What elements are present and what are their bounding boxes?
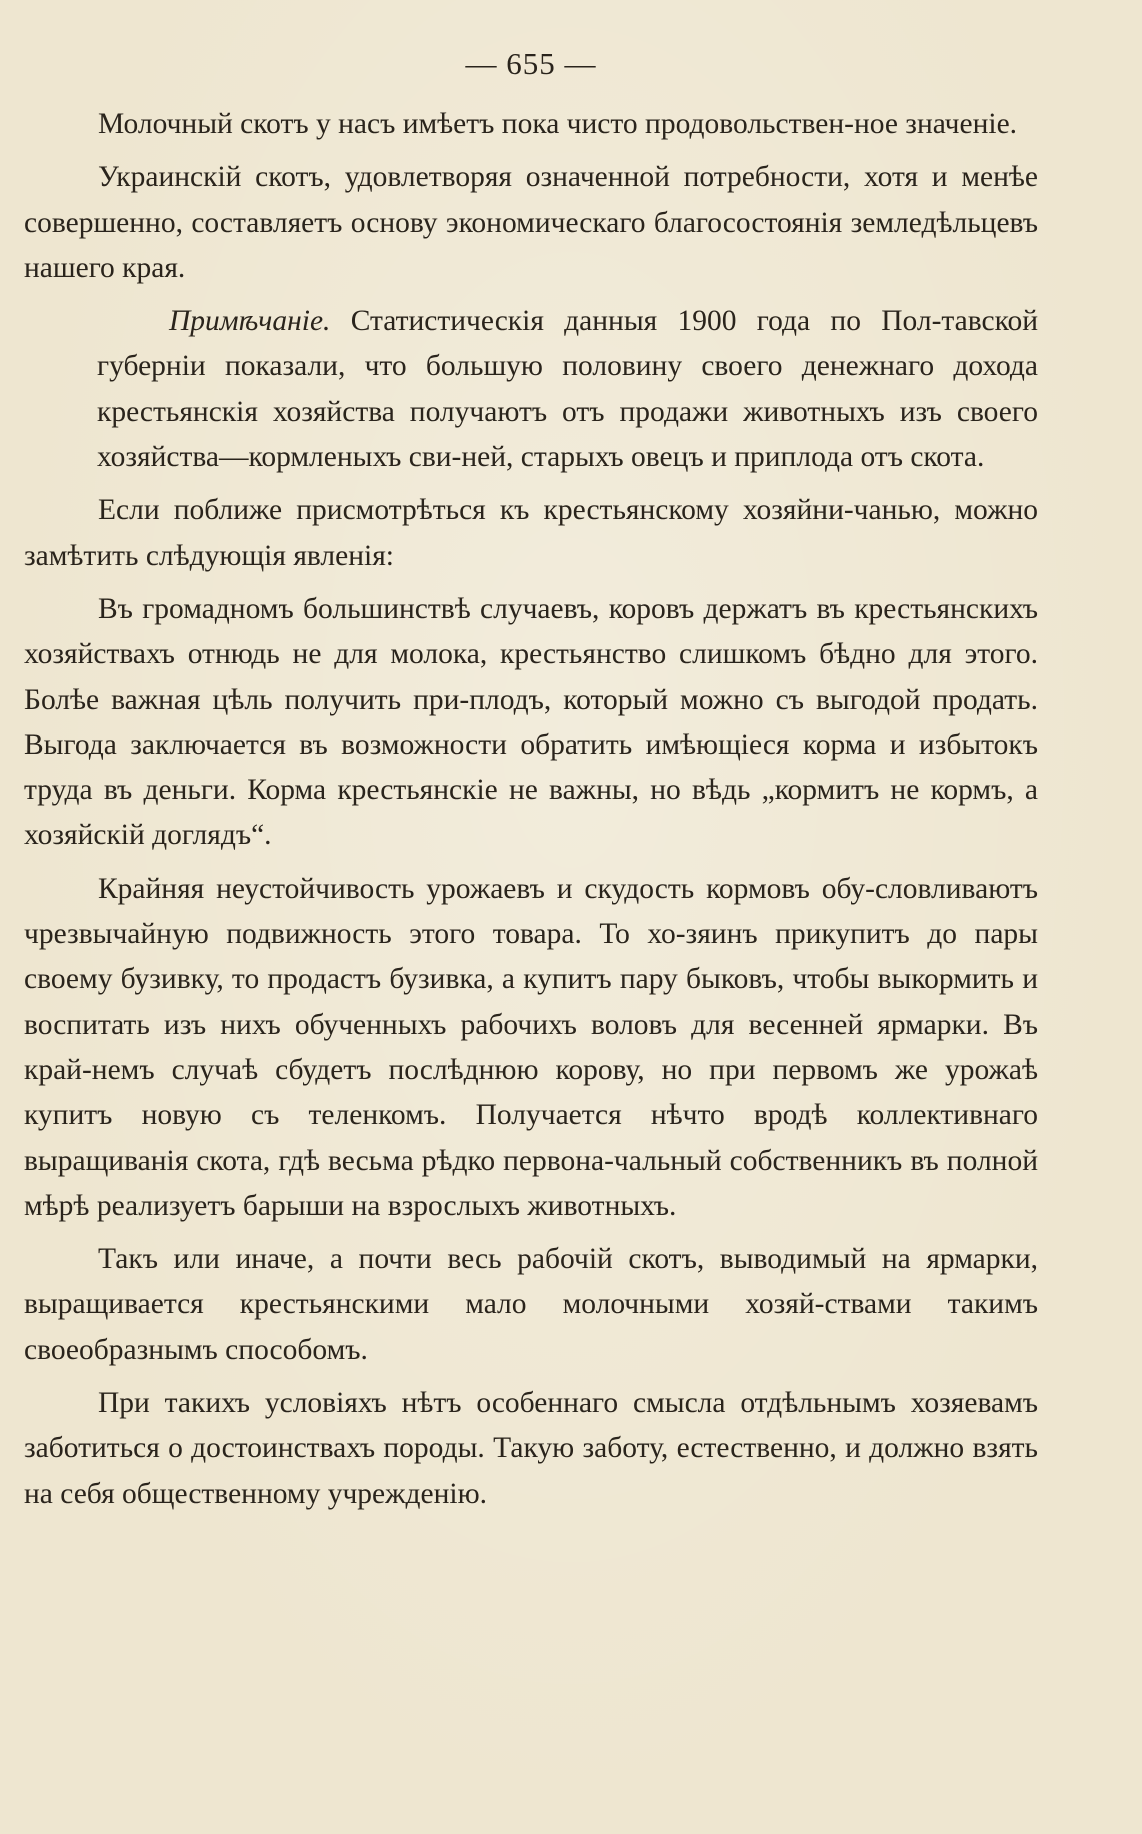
paragraph-ukrainian-cattle: Украинскiй скотъ, удовлетворяя означенной потребности, хотя и менѣе совершенно, составляетъ основу экономическаго благосостоянiя земледѣльцевъ нашего края.: [24, 161, 1038, 284]
paragraph-harvest-instability: Крайняя неустойчивость урожаевъ и скудость кормовъ обу-словливаютъ чрезвычайную подвижность этого товара. То хо-зяинъ прикупитъ до пары своему бузивку, то продастъ бузивка, а купитъ пару быковъ, чтобы выкормить и воспитать изъ нихъ обученныхъ рабочихъ воловъ для весенней ярмарки. Въ край-немъ случаѣ сбудетъ послѣднюю корову, но при первомъ же урожаѣ купитъ новую съ теленкомъ. Получается нѣчто вродѣ коллективнаго выращиванiя скота, гдѣ весьма рѣдко первона-чальный собственникъ въ полной мѣрѣ реализуетъ барыши на взрослыхъ животныхъ.: [24, 872, 1038, 1222]
note-paragraph: [97, 299, 1038, 480]
paragraph-majority-cases: Въ громадномъ большинствѣ случаевъ, коровъ держатъ въ крестьянскихъ хозяйствахъ отнюдь не для молока, крестьянство слишкомъ бѣдно для этого. Болѣе важная цѣль получить при-плодъ, который можно съ выгодой продать. Выгода заключается въ возможности обратить имѣющiеся корма и избытокъ труда въ деньги. Корма крестьянскiе не важны, но вѣдь „кормитъ не кормъ, а хозяйскiй доглядъ“.: [24, 592, 1038, 852]
note-text: Статистическiя данныя 1900 года по Пол-тавской губернiи показали, что большую половину своего денежнаго дохода крестьянскiя хозяйства получаютъ отъ продажи животныхъ изъ своего хозяйства—кормленыхъ сви-ней, старыхъ овецъ и приплода отъ скота.: [97, 305, 1038, 474]
paragraph-dairy-cattle: Молочный скотъ у насъ имѣетъ пока чисто продовольствен-ное значенiе.: [98, 108, 1018, 140]
paragraph-closer-look: Если поближе присмотрѣться къ крестьянскому хозяйни-чанью, можно замѣтить слѣдующiя явленiя:: [24, 494, 1038, 572]
note-label: Примѣчанiе.: [169, 305, 331, 338]
page-number: — 655 —: [465, 46, 597, 81]
paragraph-working-cattle: Такъ или иначе, а почти весь рабочiй скотъ, выводимый на ярмарки, выращивается крестьянскими мало молочными хозяй-ствами такимъ своеобразнымъ способомъ.: [24, 1243, 1038, 1366]
paragraph-breed-care: При такихъ условiяхъ нѣтъ особеннаго смысла отдѣльнымъ хозяевамъ заботиться о достоинствахъ породы. Такую заботу, естественно, и должно взять на себя общественному учрежденiю.: [24, 1387, 1038, 1510]
